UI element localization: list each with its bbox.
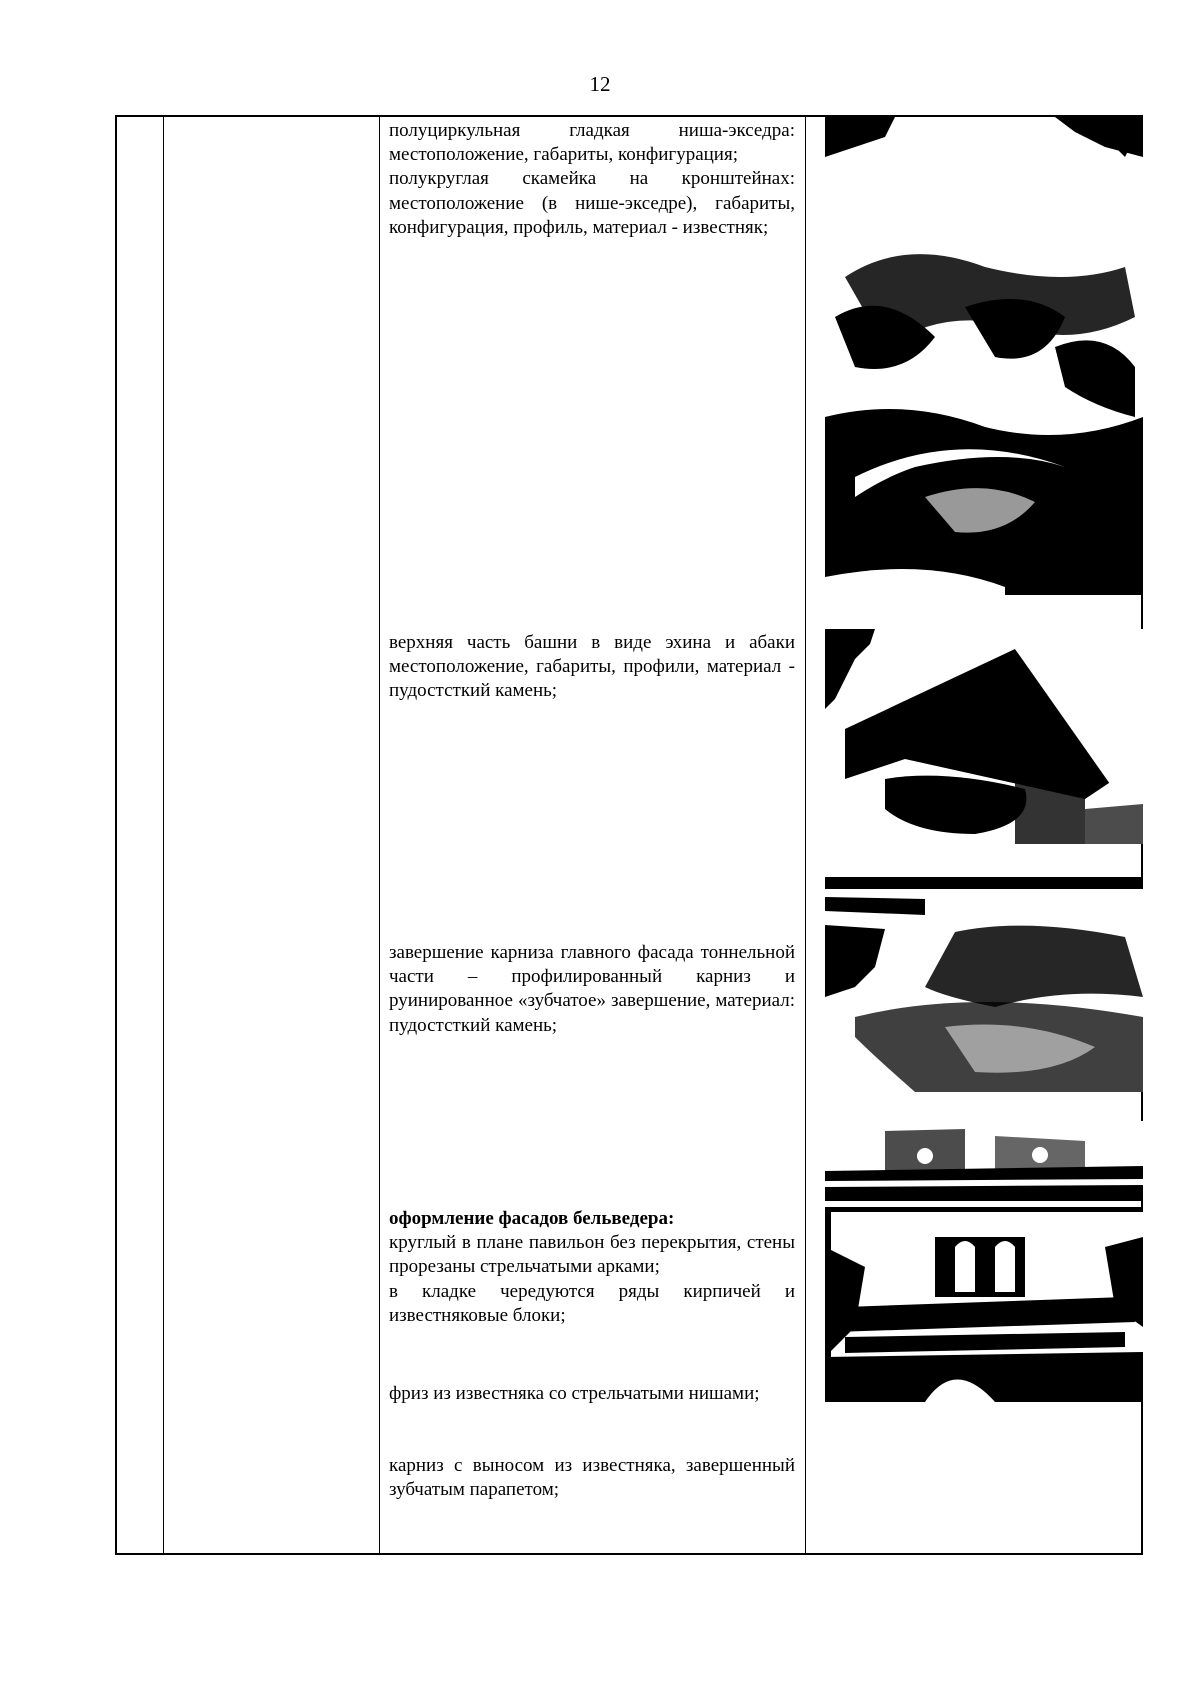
heritage-table [115, 115, 1143, 1555]
description-column [389, 117, 795, 1553]
cornice-photo [825, 877, 1143, 1092]
section-heading: оформление фасадов бельведера: [389, 1208, 675, 1229]
description-paragraph: полуциркульная гладкая ниша-экседра: местоположение, габариты, конфигурация; [389, 120, 795, 166]
tower-top-photo [825, 629, 1143, 844]
belvedere-frieze-photo [825, 1121, 1143, 1201]
column-divider [163, 117, 164, 1553]
photo-column [817, 117, 1143, 1553]
description-block-cornice [389, 941, 795, 1038]
description-paragraph: завершение карниза главного фасада тоннельной части – профилированный карниз и руинированное «зубчатое» завершение, материал: пудостсткий камень; [389, 942, 795, 1036]
description-block-tower-top [389, 631, 795, 704]
description-block-belvedere [389, 1207, 795, 1328]
column-divider [379, 117, 380, 1553]
belvedere-pavilion-photo [825, 1207, 1143, 1402]
description-block-exedra [389, 119, 795, 240]
page-number: 12 [589, 72, 611, 96]
column-divider [805, 117, 806, 1553]
description-paragraph: круглый в плане павильон без перекрытия, стены прорезаны стрельчатыми арками; [389, 1232, 795, 1278]
description-paragraph: фриз из известняка со стрельчатыми нишами; [389, 1383, 760, 1404]
exedra-niche-photo [825, 117, 1143, 595]
description-paragraph: полукруглая скамейка на кронштейнах: местоположение (в нише-экседре), габариты, конфигурация, профиль, материал - известняк; [389, 168, 795, 238]
description-paragraph: карниз с выносом из известняка, завершенный зубчатым парапетом; [389, 1455, 795, 1501]
description-paragraph: верхняя часть башни в виде эхина и абаки местоположение, габариты, профили, материал - пудостсткий камень; [389, 632, 795, 702]
description-block-parapet [389, 1454, 795, 1502]
description-paragraph: в кладке чередуются ряды кирпичей и известняковые блоки; [389, 1280, 795, 1326]
description-block-frieze [389, 1382, 795, 1406]
